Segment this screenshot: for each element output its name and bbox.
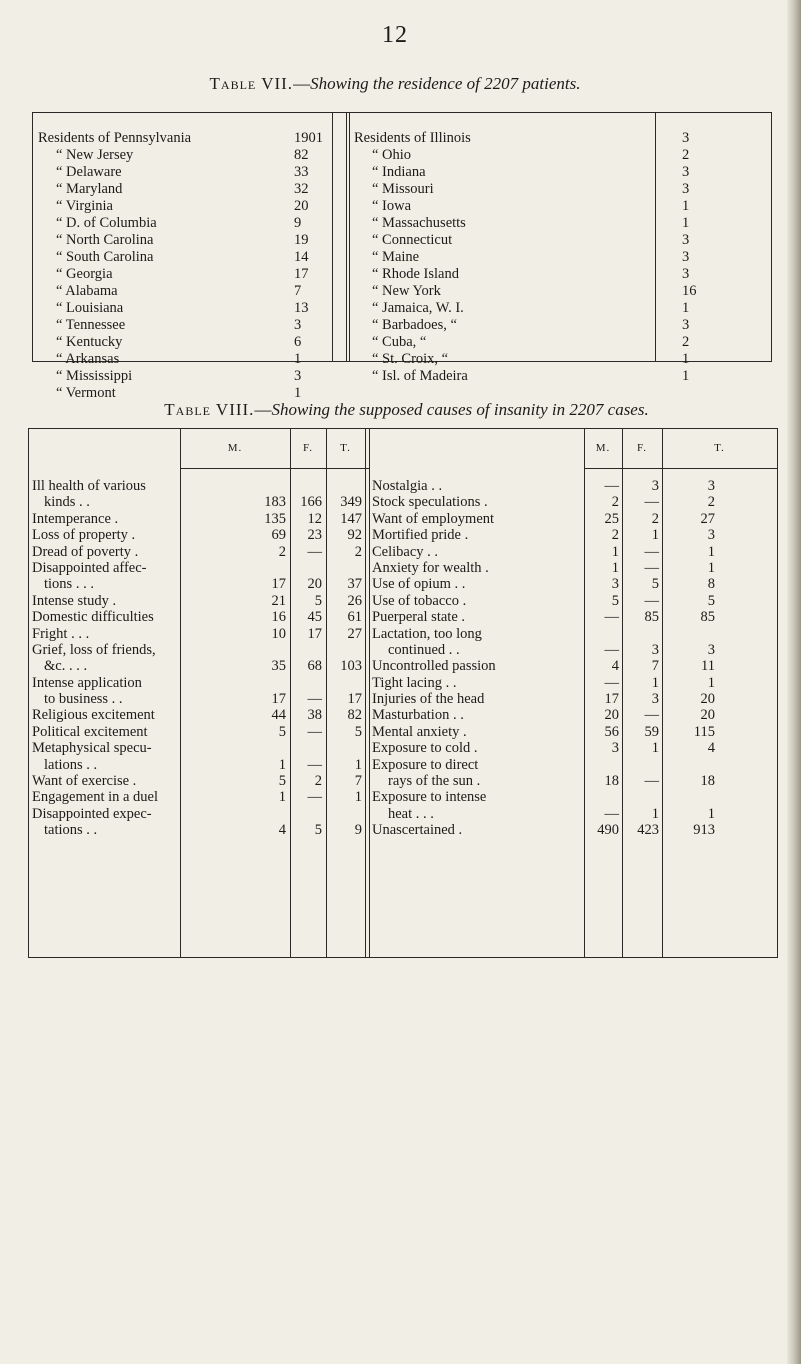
cause-total-left: 7 [354, 773, 362, 790]
residence-count-right: 1 [682, 215, 690, 231]
cause-male-left: 69 [271, 527, 286, 544]
cause-total-right: 115 [693, 723, 715, 740]
cause-total-right: 913 [693, 822, 715, 839]
table8 [28, 428, 778, 958]
residence-state-left: Residents of Pennsylvania [38, 130, 192, 146]
table7-caption-text: Showing the residence of 2207 patients. [310, 74, 581, 93]
cause-label-left: Political excitement [32, 723, 148, 740]
residence-count-left: 32 [294, 181, 309, 197]
residence-count-right: 1 [682, 368, 690, 384]
cause-female-right: — [644, 494, 659, 511]
cause-label-left: Religious excitement [32, 707, 155, 724]
cause-male-left: 1 [278, 756, 286, 773]
cause-label-right: Masturbation . . [372, 707, 464, 724]
cause-total-left: 26 [347, 592, 362, 609]
residence-state-left: “ Kentucky [56, 334, 123, 350]
cause-label-left: Want of exercise . [32, 773, 137, 790]
cause-label-left: Ill health of various [32, 478, 146, 494]
cause-female-right: 1 [651, 527, 659, 544]
table-row [28, 609, 778, 625]
residence-state-left: “ North Carolina [56, 232, 154, 248]
cause-male-right: 56 [604, 723, 619, 740]
residence-count-left: 19 [294, 232, 309, 248]
table-row [28, 576, 778, 592]
cause-label-left: Fright . . . [32, 625, 90, 642]
residence-count-right: 3 [682, 266, 690, 282]
residence-count-left: 17 [294, 266, 309, 282]
table-row [28, 757, 778, 773]
residence-count-right: 16 [682, 283, 697, 299]
cause-label-left: lations . . [44, 756, 98, 773]
page-number: 12 [382, 22, 408, 48]
residence-state-left: “ Vermont [56, 385, 116, 401]
cause-female-right: 3 [651, 691, 659, 708]
table-row [32, 198, 772, 215]
cause-total-right: 3 [707, 478, 715, 494]
table-row [28, 822, 778, 838]
cause-female-right: — [644, 707, 659, 724]
cause-female-left: 5 [314, 822, 322, 839]
cause-female-right: 3 [651, 478, 659, 494]
cause-label-left: to business . . [44, 691, 123, 708]
table-row [32, 130, 772, 147]
cause-male-right: 3 [611, 740, 619, 757]
cause-label-left: Dread of poverty . [32, 543, 139, 560]
cause-total-left: 17 [347, 691, 362, 708]
cause-label-left: Intense application [32, 674, 142, 691]
table-row [28, 626, 778, 642]
residence-count-left: 3 [294, 317, 302, 333]
cause-label-right: Injuries of the head [372, 691, 485, 708]
residence-count-left: 1901 [294, 130, 323, 146]
cause-label-left: Intense study . [32, 592, 117, 609]
cause-female-right: 1 [651, 674, 659, 691]
residence-count-right: 3 [682, 181, 690, 197]
cause-female-left: 166 [300, 494, 322, 511]
table-row [32, 266, 772, 283]
residence-count-left: 1 [294, 351, 302, 367]
residence-count-left: 14 [294, 249, 309, 265]
table-row [28, 691, 778, 707]
cause-male-right: 3 [611, 576, 619, 593]
residence-state-left: “ Alabama [56, 283, 118, 299]
cause-label-left: Intemperance . [32, 510, 119, 527]
page-edge [787, 0, 801, 1364]
cause-total-right: 3 [707, 641, 715, 658]
cause-label-right: Nostalgia . . [372, 478, 443, 494]
table-row [28, 675, 778, 691]
cause-female-left: 12 [307, 510, 322, 527]
cause-total-left: 103 [340, 658, 362, 675]
table-row [32, 334, 772, 351]
cause-label-left: Metaphysical specu- [32, 740, 152, 757]
table-row [32, 164, 772, 181]
cause-label-right: Lactation, too long [372, 625, 482, 642]
cause-label-right: Uncontrolled passion [372, 658, 496, 675]
cause-female-right: 3 [651, 641, 659, 658]
cause-label-right: continued . . [388, 641, 460, 658]
cause-female-left: 5 [314, 592, 322, 609]
residence-count-left: 82 [294, 147, 309, 163]
residence-state-right: “ Missouri [372, 181, 434, 197]
table8-label: Table VIII. [164, 400, 255, 419]
residence-state-right: “ Barbadoes, “ [372, 317, 457, 333]
table-row [28, 773, 778, 789]
table-row [28, 511, 778, 527]
cause-label-left: Disappointed expec- [32, 805, 152, 822]
cause-female-right: 85 [644, 609, 659, 626]
cause-male-left: 35 [271, 658, 286, 675]
residence-count-right: 3 [682, 232, 690, 248]
cause-total-left: 147 [340, 510, 362, 527]
residence-count-right: 2 [682, 147, 690, 163]
residence-state-left: “ Georgia [56, 266, 113, 282]
cause-total-left: 92 [347, 527, 362, 544]
cause-total-right: 1 [707, 543, 715, 560]
residence-count-left: 33 [294, 164, 309, 180]
cause-label-left: Engagement in a duel [32, 789, 159, 806]
cause-total-right: 1 [707, 559, 715, 576]
table-row [28, 527, 778, 543]
cause-male-left: 17 [271, 576, 286, 593]
table-row [28, 478, 778, 494]
table-row [28, 658, 778, 674]
residence-state-left: “ Mississippi [56, 368, 133, 384]
header-female-left: F. [303, 442, 313, 454]
cause-male-left: 4 [278, 822, 286, 839]
cause-male-right: 17 [604, 691, 619, 708]
table8-caption: Table VIII.—Showing the supposed causes of insanity in 2207 cases. [164, 400, 649, 419]
table-row [32, 351, 772, 368]
table-row [32, 147, 772, 164]
cause-male-right: 1 [611, 559, 619, 576]
table-row [32, 368, 772, 385]
table-row [28, 806, 778, 822]
cause-male-right: 490 [597, 822, 619, 839]
cause-male-left: 5 [278, 723, 286, 740]
cause-label-right: Exposure to intense [372, 789, 487, 806]
residence-state-left: “ Tennessee [56, 317, 126, 333]
residence-count-left: 1 [294, 385, 302, 401]
residence-state-right: “ St. Croix, “ [372, 351, 449, 367]
residence-count-left: 9 [294, 215, 302, 231]
cause-label-left: &c. . . . [44, 658, 88, 675]
cause-label-right: Mental anxiety . [372, 723, 467, 740]
header-total-right: T. [714, 442, 725, 454]
residence-state-left: “ D. of Columbia [56, 215, 157, 231]
cause-label-right: Use of opium . . [372, 576, 466, 593]
cause-label-left: kinds . . [44, 494, 90, 511]
cause-male-right: — [604, 641, 619, 658]
residence-state-right: “ Cuba, “ [372, 334, 427, 350]
cause-total-left: 82 [347, 707, 362, 724]
cause-total-right: 27 [700, 510, 715, 527]
cause-label-right: Stock speculations . [372, 494, 488, 511]
residence-count-left: 13 [294, 300, 309, 316]
cause-total-left: 1 [354, 789, 362, 806]
table-row [28, 544, 778, 560]
table-row [28, 724, 778, 740]
cause-label-left: tions . . . [44, 576, 94, 593]
table-row [32, 181, 772, 198]
cause-male-right: 18 [604, 773, 619, 790]
residence-count-right: 1 [682, 300, 690, 316]
cause-label-right: Exposure to direct [372, 756, 479, 773]
cause-female-right: — [644, 559, 659, 576]
cause-label-right: rays of the sun . [388, 773, 481, 790]
residence-count-right: 3 [682, 130, 690, 146]
table-row [32, 232, 772, 249]
cause-female-left: 20 [307, 576, 322, 593]
cause-male-left: 16 [271, 609, 286, 626]
cause-female-right: 5 [651, 576, 659, 593]
cause-label-right: Mortified pride . [372, 527, 469, 544]
cause-total-right: 85 [700, 609, 715, 626]
residence-state-right: “ Massachusetts [372, 215, 466, 231]
header-male-left: M. [227, 442, 243, 454]
cause-male-left: 183 [264, 494, 286, 511]
residence-count-right: 1 [682, 198, 690, 214]
cause-label-left: Domestic difficulties [32, 609, 154, 626]
table-row [32, 300, 772, 317]
cause-label-left: Disappointed affec- [32, 559, 147, 576]
cause-label-left: Loss of property . [32, 527, 136, 544]
cause-total-left: 349 [340, 494, 362, 511]
cause-label-right: Use of tobacco . [372, 592, 467, 609]
cause-female-right: — [644, 543, 659, 560]
cause-male-left: 1 [278, 789, 286, 806]
cause-label-right: heat . . . [388, 805, 434, 822]
cause-male-right: — [604, 609, 619, 626]
residence-state-right: “ Rhode Island [372, 266, 459, 282]
cause-total-right: 18 [700, 773, 715, 790]
cause-male-right: 2 [611, 494, 619, 511]
cause-female-left: 2 [314, 773, 322, 790]
cause-total-left: 5 [354, 723, 362, 740]
table-row [28, 560, 778, 576]
cause-female-left: — [307, 789, 322, 806]
residence-state-left: “ Maryland [56, 181, 123, 197]
cause-total-left: 37 [347, 576, 362, 593]
cause-total-left: 61 [347, 609, 362, 626]
cause-male-right: — [604, 674, 619, 691]
table7-caption: Table VII.—Showing the residence of 2207 patients. [209, 74, 581, 93]
cause-female-right: 7 [651, 658, 659, 675]
header-total-left: T. [340, 442, 351, 454]
table-row [32, 249, 772, 266]
cause-male-left: 135 [264, 510, 286, 527]
cause-male-left: 2 [278, 543, 286, 560]
residence-count-right: 3 [682, 317, 690, 333]
table8-caption-text: Showing the supposed causes of insanity in 2207 cases. [271, 400, 649, 419]
residence-state-right: Residents of Illinois [354, 130, 471, 146]
residence-count-left: 3 [294, 368, 302, 384]
table-row [28, 494, 778, 510]
cause-label-right: Celibacy . . [372, 543, 439, 560]
cause-male-right: — [604, 478, 619, 494]
cause-label-left: Grief, loss of friends, [32, 641, 156, 658]
cause-total-left: 9 [354, 822, 362, 839]
header-female-right: F. [637, 442, 647, 454]
cause-total-right: 5 [707, 592, 715, 609]
residence-state-right: “ Maine [372, 249, 420, 265]
cause-male-right: 4 [611, 658, 619, 675]
cause-label-left: tations . . [44, 822, 98, 839]
residence-state-left: “ Arkansas [56, 351, 120, 367]
header-male-right: M. [595, 442, 611, 454]
cause-male-right: 5 [611, 592, 619, 609]
cause-female-right: — [644, 773, 659, 790]
cause-total-left: 2 [354, 543, 362, 560]
residence-count-right: 1 [682, 351, 690, 367]
table-row [28, 642, 778, 658]
cause-female-left: 45 [307, 609, 322, 626]
residence-count-left: 7 [294, 283, 302, 299]
cause-female-right: — [644, 592, 659, 609]
cause-total-right: 3 [707, 527, 715, 544]
cause-female-right: 1 [651, 740, 659, 757]
residence-state-right: “ Connecticut [372, 232, 453, 248]
residence-state-right: “ Indiana [372, 164, 426, 180]
residence-state-left: “ New Jersey [56, 147, 134, 163]
cause-male-right: 2 [611, 527, 619, 544]
residence-state-right: “ New York [372, 283, 441, 299]
cause-total-left: 27 [347, 625, 362, 642]
cause-total-right: 8 [707, 576, 715, 593]
cause-total-right: 1 [707, 674, 715, 691]
table-row [28, 789, 778, 805]
residence-state-right: “ Iowa [372, 198, 412, 214]
cause-female-left: 38 [307, 707, 322, 724]
residence-state-left: “ Louisiana [56, 300, 124, 316]
cause-male-right: 25 [604, 510, 619, 527]
table7 [32, 112, 772, 401]
residence-state-left: “ Delaware [56, 164, 122, 180]
table7-rows [32, 130, 772, 402]
cause-male-left: 10 [271, 625, 286, 642]
cause-male-left: 21 [271, 592, 286, 609]
cause-total-right: 20 [700, 691, 715, 708]
residence-count-left: 20 [294, 198, 309, 214]
cause-male-left: 5 [278, 773, 286, 790]
residence-count-right: 3 [682, 164, 690, 180]
table7-label: Table VII. [209, 74, 294, 93]
residence-state-right: “ Jamaica, W. I. [372, 300, 464, 316]
cause-label-right: Exposure to cold . [372, 740, 478, 757]
cause-female-left: 23 [307, 527, 322, 544]
residence-state-left: “ Virginia [56, 198, 113, 214]
residence-state-right: “ Isl. of Madeira [372, 368, 468, 384]
cause-female-left: — [307, 691, 322, 708]
cause-female-left: — [307, 723, 322, 740]
cause-label-right: Want of employment [372, 510, 495, 527]
cause-label-right: Puerperal state . [372, 609, 466, 626]
cause-male-right: — [604, 805, 619, 822]
residence-count-left: 6 [294, 334, 302, 350]
cause-total-right: 20 [700, 707, 715, 724]
residence-state-left: “ South Carolina [56, 249, 154, 265]
cause-male-right: 20 [604, 707, 619, 724]
residence-count-right: 2 [682, 334, 690, 350]
residence-state-right: “ Ohio [372, 147, 412, 163]
cause-male-right: 1 [611, 543, 619, 560]
cause-label-right: Unascertained . [372, 822, 463, 839]
cause-total-right: 11 [701, 658, 715, 675]
cause-male-left: 17 [271, 691, 286, 708]
cause-total-right: 1 [707, 805, 715, 822]
table-row [28, 707, 778, 723]
cause-female-right: 1 [651, 805, 659, 822]
cause-total-right: 4 [707, 740, 715, 757]
cause-total-right: 2 [707, 494, 715, 511]
table8-rows [28, 478, 778, 839]
table-row [32, 215, 772, 232]
cause-total-left: 1 [354, 756, 362, 773]
cause-label-right: Tight lacing . . [372, 674, 457, 691]
cause-female-left: 68 [307, 658, 322, 675]
cause-female-left: — [307, 543, 322, 560]
table-row [28, 740, 778, 756]
cause-label-right: Anxiety for wealth . [372, 559, 489, 576]
cause-female-right: 2 [651, 510, 659, 527]
table-row [28, 593, 778, 609]
cause-female-right: 423 [637, 822, 659, 839]
table-row [32, 317, 772, 334]
cause-male-left: 44 [271, 707, 286, 724]
cause-female-right: 59 [644, 723, 659, 740]
cause-female-left: — [307, 756, 322, 773]
table-row [32, 283, 772, 300]
residence-count-right: 3 [682, 249, 690, 265]
cause-female-left: 17 [307, 625, 322, 642]
